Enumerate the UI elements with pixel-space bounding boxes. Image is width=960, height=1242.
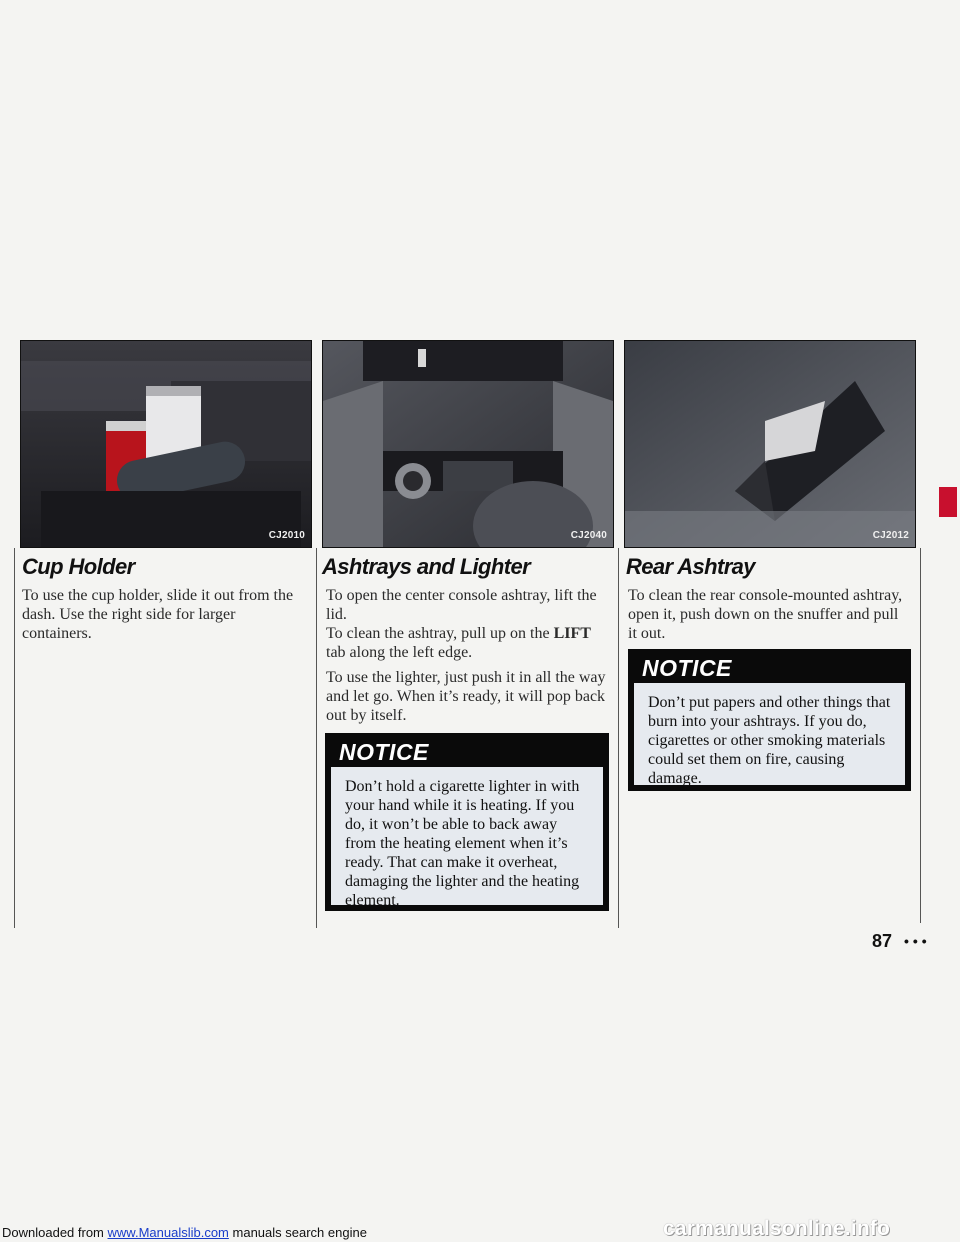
section-tab-marker [939, 487, 957, 517]
cup-holder-photo [20, 340, 312, 548]
lift-tab-label: LIFT [553, 625, 591, 642]
ashtrays-para-1: To open the center console ashtray, lift the lid. [326, 587, 597, 623]
footer-suffix: manuals search engine [232, 1225, 367, 1240]
notice-text: Don’t put papers and other things that burn into your ashtrays. If you do, cigarettes or other smoking materials could set them on fire, causing damage. [634, 683, 905, 785]
notice-title: NOTICE [339, 739, 429, 765]
page-number-dots: ••• [904, 933, 931, 949]
notice-title: NOTICE [642, 655, 732, 681]
cup-holder-text: To use the cup holder, slide it out from the dash. Use the right side for larger containers. [22, 587, 294, 642]
section-title-rear-ashtray: Rear Ashtray [626, 554, 755, 579]
para-2-end: tab along the left edge. [326, 644, 473, 661]
column-rule [14, 548, 15, 928]
ashtray-lighter-photo [322, 340, 614, 548]
column-rule [316, 548, 317, 928]
para-2-start: To clean the ashtray, pull up on the [326, 625, 550, 642]
rear-ashtray-text: To clean the rear console-mounted ashtray, open it, push down on the snuffer and pull it out. [628, 587, 903, 642]
ashtrays-para-2 [326, 624, 608, 662]
photo-code: CJ2012 [872, 530, 909, 541]
rear-ashtray-photo [624, 340, 916, 548]
page-number: 87 [872, 931, 893, 951]
download-footer [2, 1225, 367, 1240]
ashtrays-para-3: To use the lighter, just push it in all the way and let go. When it’s ready, it will pop back out by itself. [326, 669, 606, 724]
notice-text: Don’t hold a cigarette lighter in with your hand while it is heating. If you do, it won’t be able to back away from the heating element when it’s ready. That can make it overheat, damaging the lighter and the heating element. [331, 767, 603, 905]
column-rule [920, 548, 921, 923]
notice-box-lighter [325, 733, 609, 911]
photo-code: CJ2040 [570, 530, 607, 541]
section-title-cup-holder: Cup Holder [22, 554, 135, 579]
watermark: carmanualsonline.info [663, 1217, 891, 1240]
footer-prefix: Downloaded from [2, 1225, 104, 1240]
column-rule [618, 548, 619, 928]
photo-code: CJ2010 [268, 530, 305, 541]
notice-box-rear-ashtray [628, 649, 911, 791]
section-title-ashtrays: Ashtrays and Lighter [322, 554, 531, 579]
manualslib-link[interactable]: www.Manualslib.com [107, 1225, 229, 1240]
